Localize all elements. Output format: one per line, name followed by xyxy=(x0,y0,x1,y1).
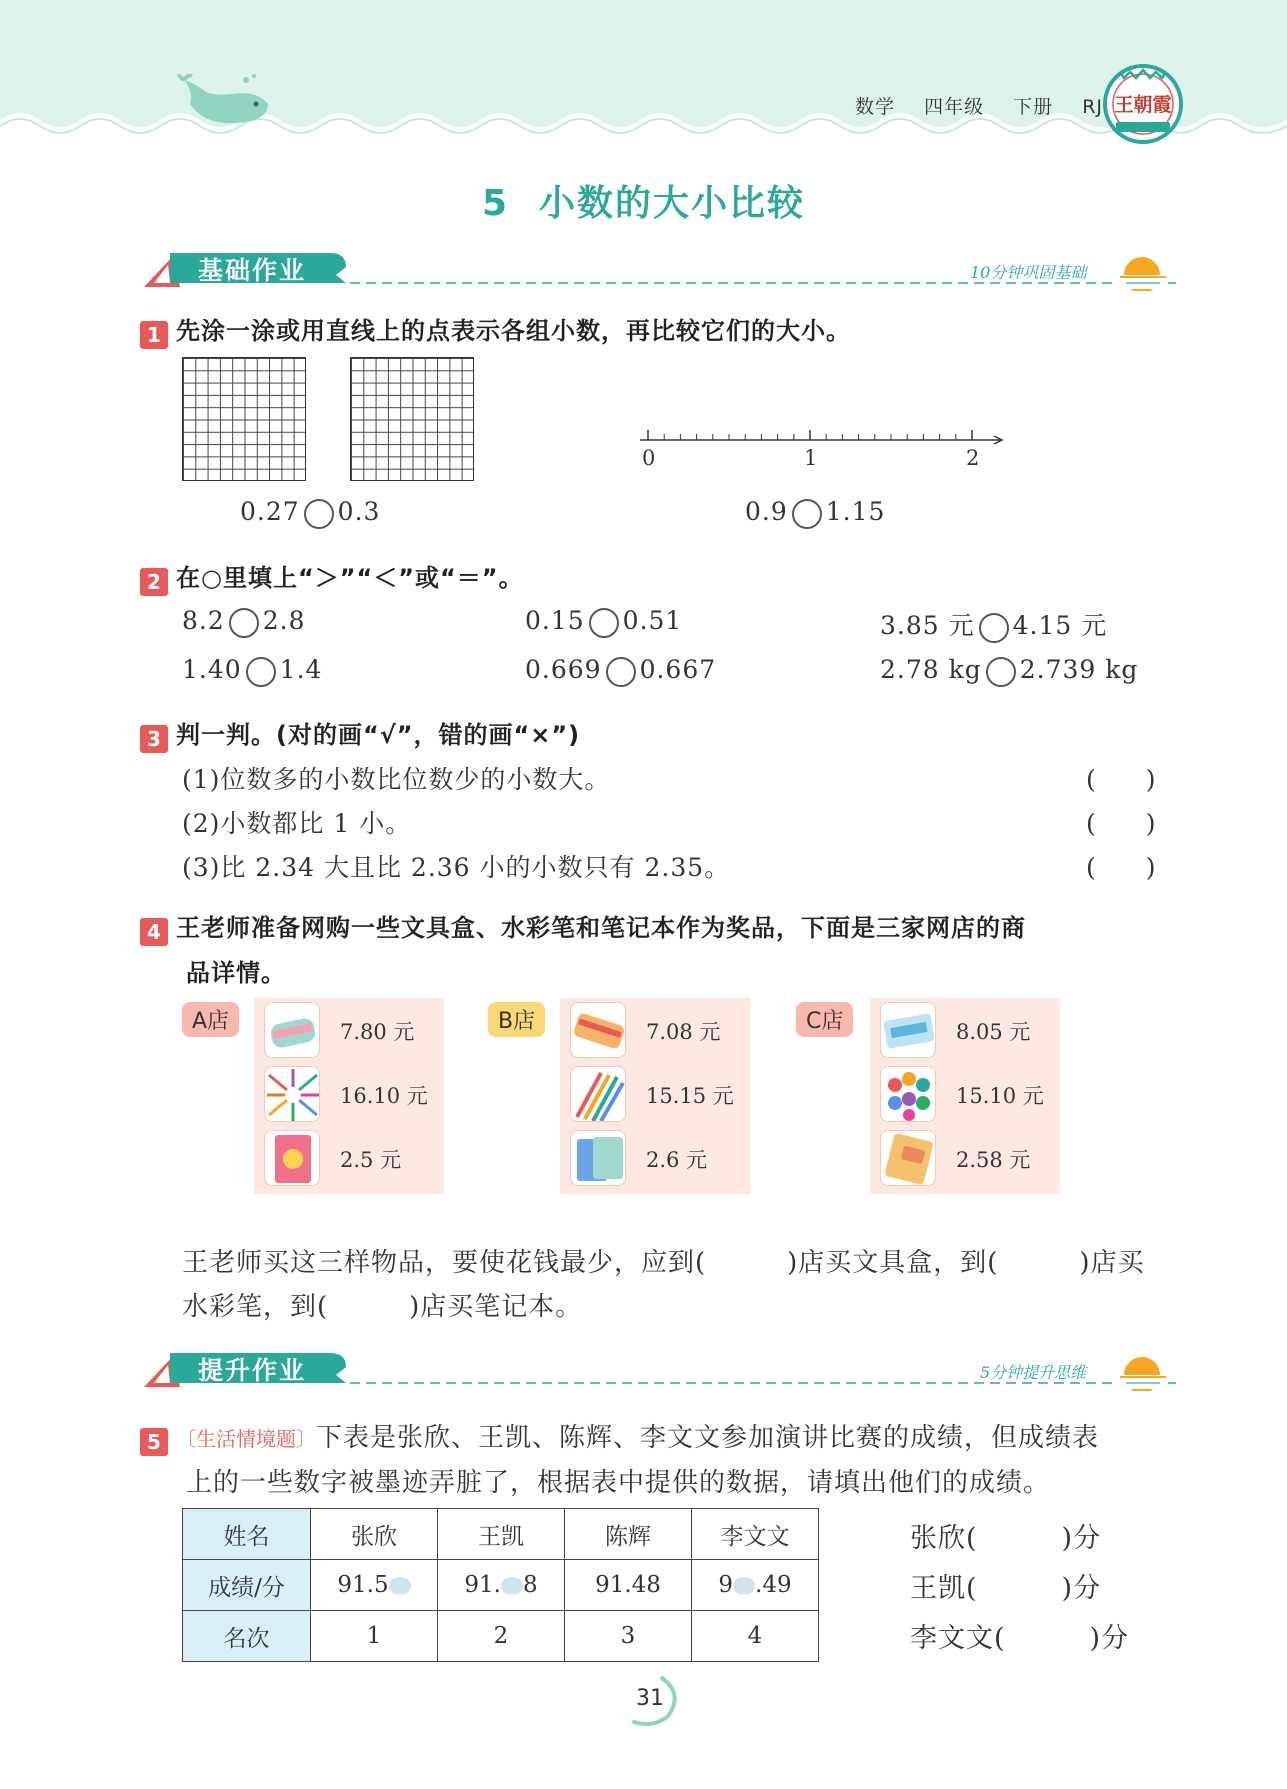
ink-blot-icon xyxy=(501,1577,523,1595)
q2-item xyxy=(525,606,682,638)
page-title xyxy=(0,175,1287,226)
q2-value: 2.8 xyxy=(262,606,306,635)
table-cell: 3 xyxy=(565,1611,692,1662)
q2-value: 0.51 xyxy=(622,606,683,635)
q2-stem xyxy=(140,558,524,596)
header-subject: 数学 xyxy=(855,96,896,118)
q1-right-a: 0.9 xyxy=(745,497,788,526)
table-cell: 4 xyxy=(692,1611,819,1662)
table-cell: 王凯 xyxy=(438,1509,565,1560)
shop-item xyxy=(254,1062,444,1126)
ink-blot-icon xyxy=(389,1577,411,1595)
pencil-case-icon xyxy=(264,1002,320,1058)
q4-number: 4 xyxy=(140,918,168,946)
shop-item xyxy=(560,1126,750,1190)
score-part: 91.48 xyxy=(595,1572,661,1598)
price: 2.6 元 xyxy=(646,1148,708,1172)
ink-blot-icon xyxy=(733,1577,755,1595)
shop-item xyxy=(560,1062,750,1126)
header-info xyxy=(855,92,1125,119)
table-cell: 2 xyxy=(438,1611,565,1662)
table-header-cell: 成绩/分 xyxy=(183,1560,311,1611)
table-cell: 陈辉 xyxy=(565,1509,692,1560)
q2-value: 4.15 元 xyxy=(1012,611,1108,640)
answer-circle[interactable] xyxy=(246,657,276,687)
q3-text: 判一判。(对的画“√”，错的画“×”) xyxy=(176,721,581,749)
q4-text-line1: 王老师准备网购一些文具盒、水彩笔和笔记本作为奖品，下面是三家网店的商 xyxy=(176,914,1026,942)
q3-stem xyxy=(140,715,580,753)
q2-item xyxy=(182,606,306,638)
table-cell xyxy=(438,1560,565,1611)
section-basic-bar xyxy=(140,245,1180,291)
shop-item xyxy=(254,998,444,1062)
q3-answer-3[interactable]: ( ) xyxy=(1086,853,1156,882)
score-table xyxy=(182,1508,819,1662)
notebook-icon xyxy=(264,1130,320,1186)
q2-value: 2.739 kg xyxy=(1019,655,1139,684)
markers-icon xyxy=(880,1066,936,1122)
numberline-label-1: 1 xyxy=(804,446,819,470)
section-advanced-bar xyxy=(140,1345,1180,1391)
notebook-icon xyxy=(570,1130,626,1186)
table-cell: 李文文 xyxy=(692,1509,819,1560)
q5-tag: 〔生活情境题〕 xyxy=(176,1427,316,1451)
shop-item xyxy=(870,1126,1060,1190)
q5-answer-liwenwen[interactable]: 李文文( )分 xyxy=(910,1623,1130,1654)
whale-icon xyxy=(176,74,276,134)
table-cell xyxy=(311,1560,438,1611)
table-cell xyxy=(692,1560,819,1611)
q2-value: 0.669 xyxy=(525,655,602,684)
price: 15.15 元 xyxy=(646,1084,734,1108)
shop-a-tag: A店 xyxy=(182,1002,239,1037)
q2-value: 0.667 xyxy=(639,655,717,684)
price: 2.5 元 xyxy=(340,1148,402,1172)
q5-number: 5 xyxy=(140,1428,168,1456)
price: 8.05 元 xyxy=(956,1020,1031,1044)
header-volume: 下册 xyxy=(1013,96,1054,118)
score-part: 91. xyxy=(464,1572,501,1598)
section-advanced-subtitle: 5分钟提升思维 xyxy=(980,1363,1087,1382)
q1-compare-right xyxy=(745,497,885,529)
price: 2.58 元 xyxy=(956,1148,1031,1172)
notebook-icon xyxy=(880,1130,936,1186)
q3-item-2: (2)小数都比 1 小。 xyxy=(182,809,412,838)
q4-stem xyxy=(140,908,1026,946)
section-advanced-label: 提升作业 xyxy=(198,1356,307,1385)
q2-value: 1.40 xyxy=(182,655,242,684)
price: 7.08 元 xyxy=(646,1020,721,1044)
table-cell xyxy=(565,1560,692,1611)
q5-text-line1: 下表是张欣、王凯、陈辉、李文文参加演讲比赛的成绩，但成绩表 xyxy=(316,1423,1100,1453)
q2-value: 3.85 元 xyxy=(880,611,975,640)
q5-stem xyxy=(140,1417,1099,1456)
answer-circle[interactable] xyxy=(304,499,334,529)
q4-text-line2: 品详情。 xyxy=(186,959,286,987)
numberline-label-0: 0 xyxy=(642,446,657,470)
q2-item xyxy=(525,655,716,687)
shop-item xyxy=(254,1126,444,1190)
header-edition: RJ xyxy=(1082,96,1103,118)
section-basic-label: 基础作业 xyxy=(198,256,307,285)
q3-answer-1[interactable]: ( ) xyxy=(1086,765,1156,794)
shop-item xyxy=(560,998,750,1062)
pencil-case-icon xyxy=(880,1002,936,1058)
q2-number: 2 xyxy=(140,568,168,596)
q5-text-line2: 上的一些数字被墨迹弄脏了，根据表中提供的数据，请填出他们的成绩。 xyxy=(186,1468,1051,1498)
score-part: 8 xyxy=(522,1572,538,1598)
score-part: .49 xyxy=(755,1572,792,1598)
q5-answer-zhangxin[interactable]: 张欣( )分 xyxy=(910,1523,1102,1554)
hundred-grid-a[interactable] xyxy=(182,357,306,481)
header-grade: 四年级 xyxy=(924,96,985,118)
q2-value: 2.78 kg xyxy=(880,655,982,684)
title-number: 5 xyxy=(481,183,510,224)
q1-right-b: 1.15 xyxy=(825,497,886,526)
score-part: 91.5 xyxy=(337,1572,389,1598)
shop-b-panel xyxy=(560,998,750,1194)
numberline-label-2: 2 xyxy=(966,446,981,470)
price: 7.80 元 xyxy=(340,1020,415,1044)
q2-value: 0.15 xyxy=(525,606,585,635)
shop-c-tag: C店 xyxy=(796,1002,853,1037)
answer-circle[interactable] xyxy=(986,657,1016,687)
table-header-cell: 姓名 xyxy=(183,1509,311,1560)
q3-item-1: (1)位数多的小数比位数少的小数大。 xyxy=(182,765,611,794)
brand-logo xyxy=(1102,62,1184,146)
shop-item xyxy=(870,998,1060,1062)
page-number-text: 31 xyxy=(636,1686,664,1711)
q2-value: 8.2 xyxy=(182,606,225,635)
q1-left-a: 0.27 xyxy=(240,497,300,526)
answer-circle[interactable] xyxy=(792,499,822,529)
table-cell: 张欣 xyxy=(311,1509,438,1560)
section-basic-subtitle: 10分钟巩固基础 xyxy=(970,263,1087,282)
q4-answer-line2[interactable]: 水彩笔，到( )店买笔记本。 xyxy=(182,1292,583,1322)
table-header-cell: 名次 xyxy=(183,1611,311,1662)
table-row xyxy=(183,1560,819,1611)
markers-icon xyxy=(570,1066,626,1122)
q1-stem xyxy=(140,311,851,349)
answer-circle[interactable] xyxy=(979,613,1009,643)
table-row xyxy=(183,1509,819,1560)
table-row xyxy=(183,1611,819,1662)
q1-compare-left xyxy=(240,497,380,529)
shop-a-panel xyxy=(254,998,444,1194)
brand-name: 王朝霞 xyxy=(1114,94,1172,116)
pencil-case-icon xyxy=(570,1002,626,1058)
q1-text: 先涂一涂或用直线上的点表示各组小数，再比较它们的大小。 xyxy=(176,317,851,345)
q4-answer-line1[interactable]: 王老师买这三样物品，要使花钱最少，应到( )店买文具盒，到( )店买 xyxy=(182,1248,1145,1278)
answer-circle[interactable] xyxy=(229,608,259,638)
markers-icon xyxy=(264,1066,320,1122)
answer-circle[interactable] xyxy=(606,657,636,687)
q3-item-3: (3)比 2.34 大且比 2.36 小的小数只有 2.35。 xyxy=(182,853,731,882)
q2-text: 在○里填上“＞”“＜”或“＝”。 xyxy=(176,564,524,592)
q2-item xyxy=(880,606,1107,643)
q1-number: 1 xyxy=(140,321,168,349)
shop-item xyxy=(870,1062,1060,1126)
q3-answer-2[interactable]: ( ) xyxy=(1086,809,1156,838)
table-cell: 1 xyxy=(311,1611,438,1662)
q1-left-b: 0.3 xyxy=(337,497,381,526)
q2-value: 1.4 xyxy=(279,655,323,684)
answer-circle[interactable] xyxy=(589,608,619,638)
q2-item xyxy=(880,655,1138,687)
title-text: 小数的大小比较 xyxy=(539,183,806,224)
q2-item xyxy=(182,655,322,687)
hundred-grid-b[interactable] xyxy=(350,357,474,481)
shop-b-tag: B店 xyxy=(488,1002,545,1037)
q3-number: 3 xyxy=(140,725,168,753)
score-part: 9 xyxy=(718,1572,734,1598)
shop-c-panel xyxy=(870,998,1060,1194)
page-number xyxy=(612,1672,688,1728)
price: 16.10 元 xyxy=(340,1084,428,1108)
price: 15.10 元 xyxy=(956,1084,1044,1108)
number-line[interactable] xyxy=(630,418,1010,468)
q5-answer-wangkai[interactable]: 王凯( )分 xyxy=(910,1573,1102,1604)
